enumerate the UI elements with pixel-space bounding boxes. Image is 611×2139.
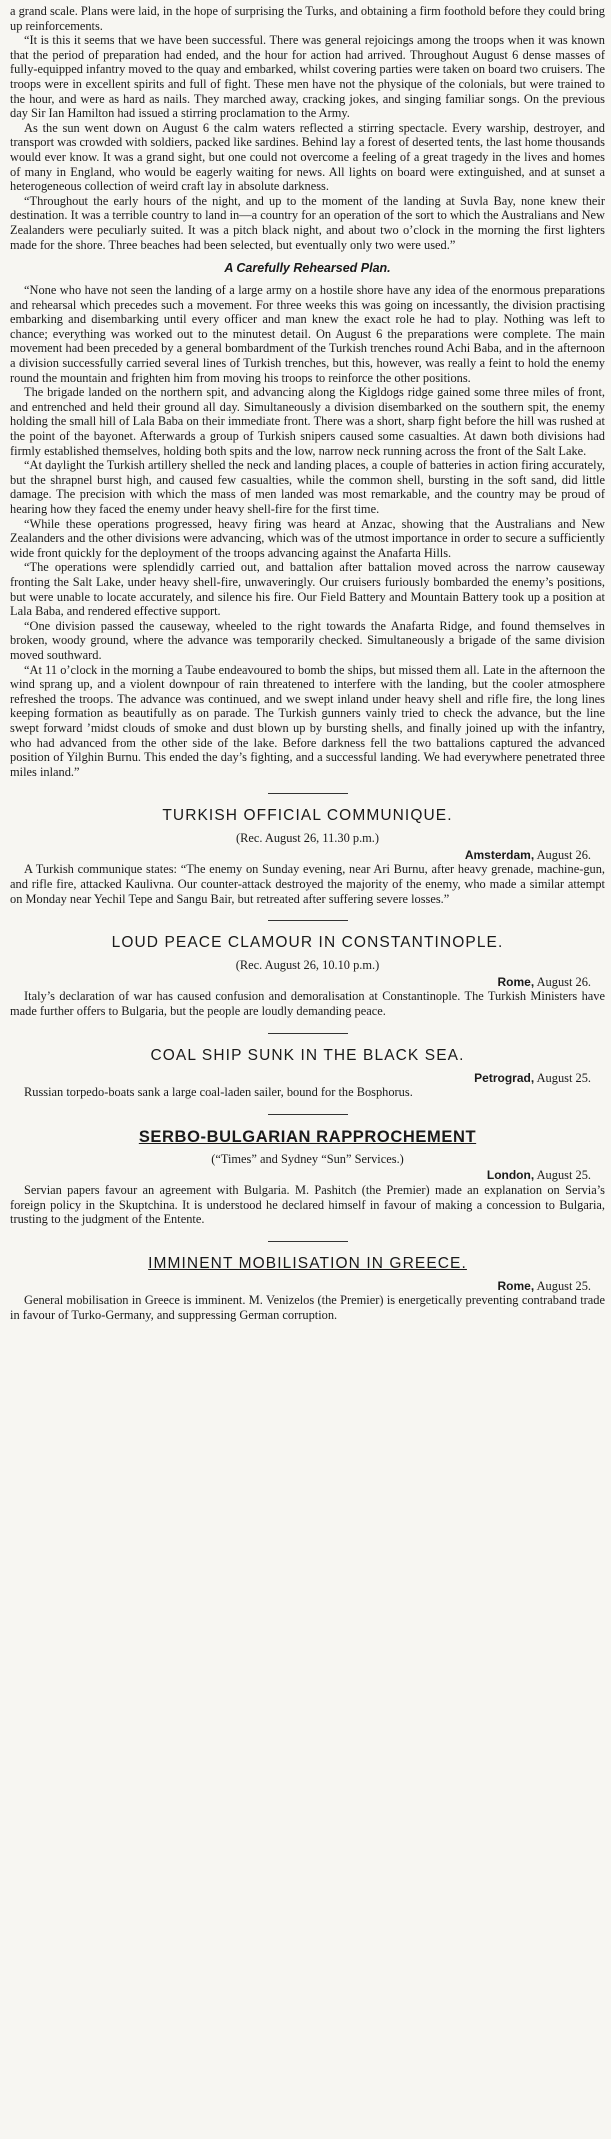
paragraph: “At daylight the Turkish artillery shelled the neck and landing places, a couple of batteries in action firing accurately, but the shrapnel burst high, and caused few casualties, while the common shell, bursting in the soft sand, did little damage. The precision with which the mass of men landed was most remarkable, and the country may be proud of hearing how they faced the enemy under heavy shell-fire for the first time. [10,458,605,516]
article-heading-greece: IMMINENT MOBILISATION IN GREECE. [148,1254,467,1272]
article-body: A Turkish communique states: “The enemy on Sunday evening, near Ari Burnu, after heavy grenade, machine-gun, and rifle fire, attacked Kaulivna. Our counter-attack destroyed the majority of the enemy, who made a similar attempt on Monday near Yechil Tepe and Sangu Bair, but retreated after suffering severe losses.” [10,862,605,906]
article-heading-serbo: SERBO-BULGARIAN RAPPROCHEMENT [138,1127,477,1146]
dateline [10,1071,605,1086]
dateline [10,1279,605,1294]
subheading: A Carefully Rehearsed Plan. [224,261,391,276]
received-time: (Rec. August 26, 11.30 p.m.) [235,831,380,846]
dateline [10,848,605,863]
dateline [10,975,605,990]
divider [268,1114,348,1115]
dateline-date: August 25. [536,1070,591,1085]
dateline-place: London, [486,1168,535,1183]
dateline-place: Petrograd, [474,1070,535,1085]
dateline-date: August 26. [536,847,591,862]
divider [268,920,348,921]
paragraph: a grand scale. Plans were laid, in the hope of surprising the Turks, and obtaining a firm foothold before they could bring up reinforcements. [10,4,605,33]
paragraph: “The operations were splendidly carried out, and battalion after battalion moved across the narrow causeway fronting the Salt Lake, under heavy shell-fire, unwaveringly. Our cruisers furiously bombarded the enemy’s positions, but were unable to locate accurately, and silence his fire. Our Field Battery and Mountain Battery took up a position at Lala Baba, and rendered effective support. [10,560,605,619]
article-heading-peace: LOUD PEACE CLAMOUR IN CONSTANTINOPLE. [111,934,504,952]
dateline-date: August 25. [536,1168,591,1183]
article-body: Italy’s declaration of war has caused confusion and demoralisation at Constantinople. The Turkish Ministers have made further offers to Bulgaria, but the people are loudly demanding peace. [10,989,605,1019]
paragraph: “It is this it seems that we have been successful. There was general rejoicings among the troops when it was known that the period of preparation had ended, and the hour for action had arrived. Throughout August 6 dense masses of fully-equipped infantry moved to the quay and embarked, whilst covering parties were taken on board two cruisers. The troops were in excellent spirits and full of fight. These men have not the physique of the colonials, but were trained to the hour, and were as hard as nails. They marched away, cracking jokes, and singing familiar songs. On the previous day Sir Ian Hamilton had issued a stirring proclamation to the Army. [10,33,605,121]
dateline-date: August 25. [536,1278,591,1293]
article-body: General mobilisation in Greece is imminent. M. Venizelos (the Premier) is energetically preventing contraband trade in favour of Turko-Germany, and suppressing German corruption. [10,1293,605,1322]
dateline [10,1168,605,1183]
paragraph: The brigade landed on the northern spit, and advancing along the Kigldogs ridge gained some three miles of front, and entrenched and held their ground all day. Simultaneously a division disembarked on the southern spit, the enemy holding the small hill of Lala Baba on their immediate front. There was a short, sharp fight before the hill was rushed at the point of the bayonet. Afterwards a group of Turkish snipers caused some casualties. At dawn both divisions had firmly established themselves, holding both spits and the low, narrow neck running across the front of the Salt Lake. [10,385,605,458]
dateline-date: August 26. [536,974,591,989]
paragraph: “While these operations progressed, heavy firing was heard at Anzac, showing that the Australians and New Zealanders and the other divisions were advancing, which was of the utmost importance in order to secure a sufficiently wide front quickly for the deployment of the troops advancing against the Anafarta Hills. [10,516,605,560]
paragraph: “Throughout the early hours of the night, and up to the moment of the landing at Suvla Bay, none knew their destination. It was a terrible country to land in—a country for an operation of the sort to which the Australians and New Zealanders were peculiarly suited. It was a pitch black night, and about two o’clock in the morning the first lighters made for the shore. Three beaches had been selected, but eventually only two were used.” [10,193,605,252]
article-body: Russian torpedo-boats sank a large coal-laden sailer, bound for the Bosphorus. [24,1085,413,1100]
dateline-place: Rome, [497,1278,535,1293]
service-credit: (“Times” and Sydney “Sun” Services.) [211,1151,404,1166]
paragraph: “At 11 o’clock in the morning a Taube endeavoured to bomb the ships, but missed them all. Late in the afternoon the wind sprang up, and a violent downpour of rain threatened to interfere with the landing, but the cooler atmosphere refreshed the troops. The advance was continued, and we swept inland under heavy shell and rifle fire, the long lines keeping formation as beautifully as on parade. The Turkish gunners vainly tried to check the advance, but the line swept forward ’midst clouds of smoke and dust blown up by bursting shells, and finally joined up with the infantry, who had advanced from the other side of the lake. Before darkness fell the two battalions captured the advanced position of Yilghin Burnu. This ended the day’s fighting, and a successful landing. We had everywhere penetrated three miles inland.” [10,662,605,779]
received-time: (Rec. August 26, 10.10 p.m.) [235,958,380,973]
paragraph: As the sun went down on August 6 the calm waters reflected a stirring spectacle. Every warship, destroyer, and transport was crowded with soldiers, packed like sardines. Behind lay a forest of deserted tents, the last home thousands would ever know. It was a grand sight, but one could not overcome a feeling of a great tragedy in the lives and homes of many in England, who would be eagerly waiting for news. All lights on board were extinguished, and at sunset a heterogeneous collection of weird craft lay in absolute darkness. [10,120,605,194]
paragraph: “None who have not seen the landing of a large army on a hostile shore have any idea of the enormous preparations and rehearsal which precedes such a movement. For three weeks this was going on incessantly, the division practising embarking and disembarking until every officer and man knew the exact role he had to play. Nothing was left to chance; everything was worked out to the minutest detail. On August 6 the preparations were complete. The main movement had been preceded by a general bombardment of the Turkish trenches round Achi Baba, and in the afternoon a division successfully carried several lines of Turkish trenches, but this, however, was really a feint to hold the enemy round the mountain and frighten him from moving his troops to reinforce the other positions. [10,283,605,385]
article-body: Servian papers favour an agreement with Bulgaria. M. Pashitch (the Premier) made an explanation on Servia’s foreign policy in the Skuptchina. It is understood he declared himself in favour of making a concession to Bulgaria, trusting to the judgment of the Entente. [10,1183,605,1227]
article-column [10,4,605,1323]
dateline-place: Rome, [497,974,535,989]
divider [268,1033,348,1034]
article-heading-coal: COAL SHIP SUNK IN THE BLACK SEA. [150,1046,465,1064]
dateline-place: Amsterdam, [464,847,535,862]
paragraph: “One division passed the causeway, wheeled to the right towards the Anafarta Ridge, and found themselves in broken, woody ground, where the advance was temporarily checked. Simultaneously a brigade of the same division moved southward. [10,618,605,662]
divider [268,1241,348,1242]
article-heading-turkish: TURKISH OFFICIAL COMMUNIQUE. [162,807,453,825]
divider [268,793,348,794]
